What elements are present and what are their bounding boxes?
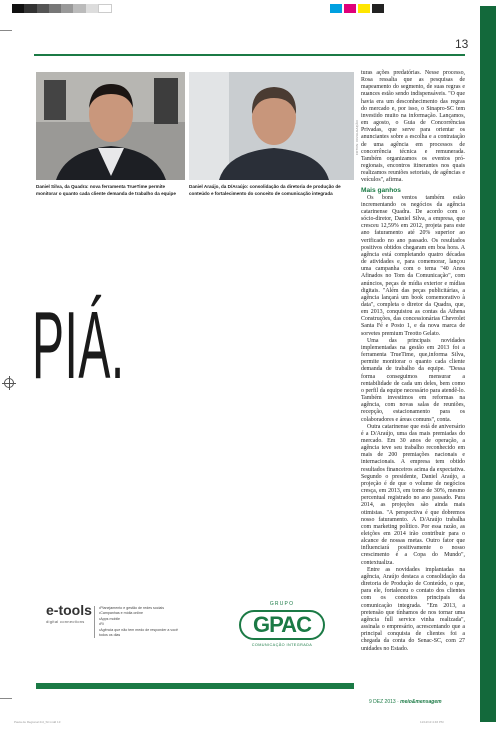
daniel-araujo-photo [189, 72, 354, 180]
publication-name: meio&mensagem [400, 699, 442, 705]
registration-color-bar [330, 4, 384, 13]
list-item: • Ri [99, 622, 184, 627]
etools-wordmark: e-tools [46, 602, 92, 618]
header-rule [34, 54, 465, 56]
list-item: • Planejamento e gestão de redes sociais [99, 606, 184, 611]
section-sidebar [480, 6, 496, 722]
page-footer [369, 699, 442, 705]
ad-services-list [94, 606, 184, 638]
issue-date: 9 DEZ 2013 [369, 699, 396, 705]
list-item: • Apps mobile [99, 617, 184, 622]
print-slug-time: 11/12/13 4:46 PM [420, 720, 444, 724]
print-slug: Pauta de Regional 2rd_SC.indd 13 [14, 720, 61, 724]
ad-bottom-rule [36, 683, 354, 689]
article-column [361, 70, 465, 653]
daniel-silva-photo [36, 72, 185, 180]
registration-grayscale-bar [12, 4, 112, 13]
crop-mark [0, 30, 12, 31]
gpac-logo [233, 601, 331, 657]
article-subhead: Mais ganhos [361, 186, 401, 194]
article-paragraph: turas ações predatórias. Nesse processo, Rosa ressalta que as pesquisas de mapeamento do segmento, de suas regras e nuances estão sendo indispensáveis. "O que havia era um desconhecimento das regras do mercado e, por isso, o Sinapro-SC tem investido muito na informação. Lançamos, em agosto, o Guia de Concorrências Privadas, que serve para orientar os anunciantes sobre a escolha e a contratação de uma agência em processos de concorrência técnica e remunerada. Também organizamos os eventos pró-regionais, encontros itinerantes nos quais realizamos reuniões setoriais, de agências e veículos", afirma. [361, 70, 465, 184]
gpac-wordmark: GPAC [239, 610, 325, 640]
photo-caption: Daniel Araújo, da D/Araújo: consolidação da diretoria de produção de conteúdo e fortalecimento do conceito de comunicação integrada [189, 184, 341, 196]
ad-headline: PIÁ. [32, 292, 125, 399]
article-paragraph: Entre as novidades implantadas na agência, Araújo destaca a consolidação da diretoria de Produção de Conteúdo, o que, para ele, fortaleceu o contato dos clientes com os conceitos principais da comunicação integrada. "Em 2013, a pretensão que tínhamos de nos tornar uma agência full service vinha realizada", assinala o empresário, acrescentando que a principal conquista de clientes foi a chegada da conta do Senac-SC, com 27 unidades no Estado. [361, 566, 465, 652]
photo-credit: FOTOS: DIVULGAÇÃO [355, 120, 359, 156]
article-paragraph: Os bons ventos também estão incrementando os negócios da agência catarinense Quadra. De acordo com o sócio-diretor, Daniel Silva, a empresa, que cresceu 12,59% em 2012, projeta para este ano faturamento até 20% superior ao verificado no ano passado. Os resultados positivos obtidos chegaram em boa hora. A agência está completando quatro décadas de atividades e, para comemorar, lançou uma campanha com o tema "40 Anos Afinados no Tom da Comunicação", com anúncios, peças de mídia exterior e mídias digitais. "Além das peças publicitárias, a agência lançará um book comemorativo à data", completa o diretor da Quadra, que, em 2013, conquistou as contas da Athena Construções, das concessionárias Chevrolet Santa Fé e Posto 1, e da nova marca de sorvetes premium Treotto Gelato. [361, 194, 465, 337]
crop-mark [0, 698, 12, 699]
page-number: 13 [455, 37, 469, 51]
footer-separator: · [397, 699, 399, 705]
etools-tagline: digital connections [46, 619, 85, 624]
article-paragraph: Uma das principais novidades implementadas na gestão em 2013 foi a ferramenta TrueTime, que,informa Silva, permite monitorar o quanto cada cliente demanda de trabalho da equipe. "Dessa forma conseguimos mensurar a rentabilidade de cada um deles, bem como o perfil da equipe necessário para atendê-lo. Também investimos em reformas na agência, com novas salas de reuniões, recepção, estacionamento para os colaboradores e áreas comuns", conta. [361, 337, 465, 423]
list-item: • Agência que não tem medo de responder a você todos os dias [99, 628, 184, 639]
gpac-group-label: GRUPO [269, 601, 295, 607]
left-registration-mark [4, 378, 14, 388]
list-item: • Campanhas e mídia online [99, 611, 184, 616]
photo-caption: Daniel Silva, da Quadra: nova ferramenta TrueTime permite monitorar o quanto cada cliente demanda de trabalho da equipe [36, 184, 176, 196]
gpac-tagline: COMUNICAÇÃO INTEGRADA [251, 643, 313, 647]
article-paragraph: Outra catarinense que está de aniversário é a D/Araújo, uma das mais premiadas do mercado. Em 30 anos de operação, a agência teve seu trabalho reconhecido em mais de 200 premiações nacionais e internacionais. A empresa tem obtido resultados financeiros acima da expectativa. Segundo o presidente, Daniel Araújo, a projeção é de que o volume de negócios cresça, em 2013, em torno de 30%, mesmo percentual registrado no ano passado. Para 2014, as projeções são ainda mais otimistas. "A perspectiva é que dobremos nosso faturamento. A D/Araújo trabalha com marketing político. Por essa razão, as eleições em 2014 irão contribuir para o alcance de nossas metas. Outro fator que influenciará positivamente o nosso crescimento é a Copa do Mundo", contextualiza. [361, 423, 465, 566]
etools-logo [46, 602, 92, 624]
